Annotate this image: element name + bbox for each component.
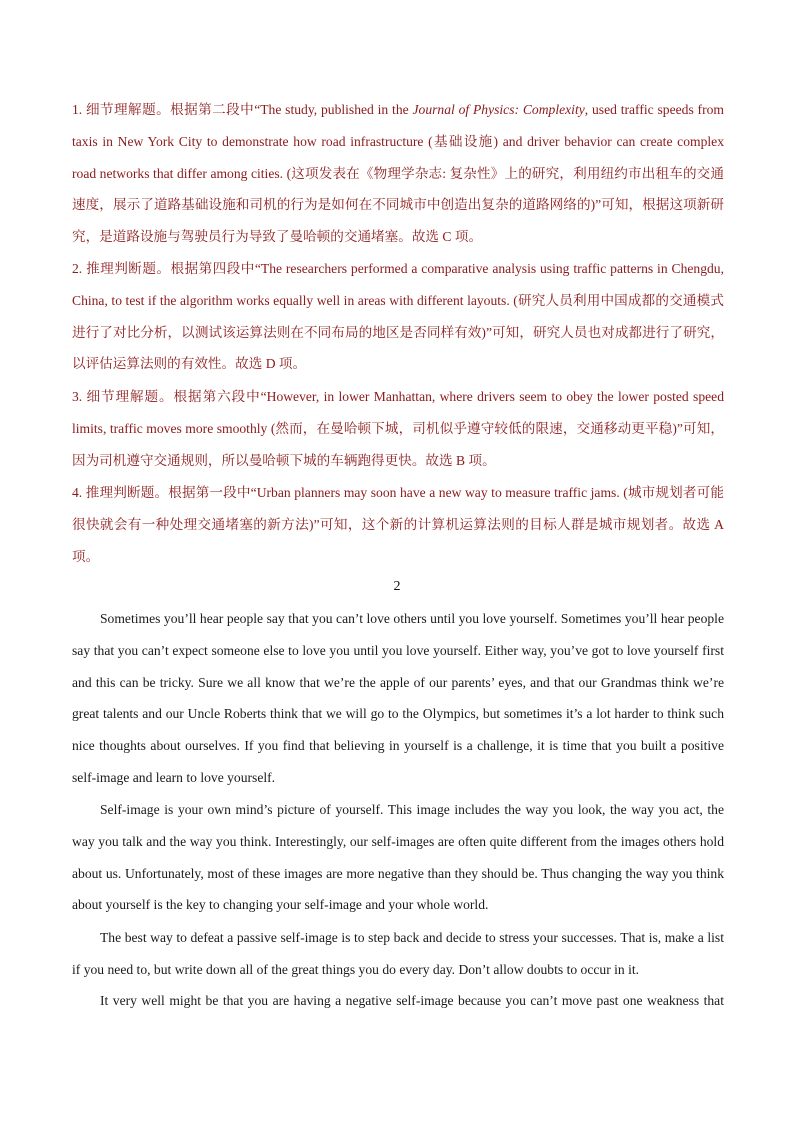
answer-1-text-start: 1. 细节理解题。根据第二段中“The study, published in the	[72, 102, 413, 117]
answer-explanation-2: 2. 推理判断题。根据第四段中“The researchers performed a comparative analysis using traffic patterns in Chengdu, China, to test if the algorithm works equally well in areas with different layouts. (研究人员利用中国成都的交通模式进行了对比分析，以测试该运算法则在不同布局的地区是否同样有效)”可知，研究人员也对成都进行了研究，以评估运算法则的有效性。故选 D 项。	[72, 261, 724, 372]
passage-paragraph-1: Sometimes you’ll hear people say that you can’t love others until you love yourself. Sometimes you’ll hear people say that you can’t expect someone else to love you until you love yourself. Either way, you’ve got to love yourself first and this can be tricky. Sure we all know that we’re the apple of our parents’ eyes, and that our Grandmas think we’re great talents and our Uncle Roberts think that we will go to the Olympics, but sometimes it’s a lot harder to think such nice thoughts about ourselves. If you find that believing in yourself is a challenge, it is time that you built a positive self-image and learn to love yourself.	[72, 611, 724, 785]
section-number: 2	[393, 579, 401, 594]
passage-paragraph-3: The best way to defeat a passive self-image is to step back and decide to stress your successes. That is, make a list if you need to, but write down all of the great things you do every day. Don’t allow doubts to occur in it.	[72, 930, 724, 977]
answer-explanation-3: 3. 细节理解题。根据第六段中“However, in lower Manhattan, where drivers seem to obey the lower posted speed limits, traffic moves more smoothly (然而，在曼哈顿下城，司机似乎遵守较低的限速，交通移动更平稳)”可知，因为司机遵守交通规则，所以曼哈顿下城的车辆跑得更快。故选 B 项。	[72, 389, 724, 468]
journal-title: Journal of Physics: Complexity	[412, 102, 585, 117]
answer-explanation-4: 4. 推理判断题。根据第一段中“Urban planners may soon have a new way to measure traffic jams. (城市规划者可能很快就会有一种处理交通堵塞的新方法)”可知，这个新的计算机运算法则的目标人群是城市规划者。故选 A 项。	[72, 485, 724, 564]
passage-paragraph-4: It very well might be that you are having a negative self-image because you can’t move past one weakness that	[100, 993, 724, 1008]
passage-paragraph-2: Self-image is your own mind’s picture of yourself. This image includes the way you look, the way you act, the way you talk and the way you think. Interestingly, our self-images are often quite different from the images others hold about us. Unfortunately, most of these images are more negative than they should be. Thus changing the way you think about yourself is the key to changing your self-image and your whole world.	[72, 802, 724, 913]
answer-explanation-1	[72, 94, 724, 253]
answer-1-text-end: , used traffic speeds from taxis in New York City to demonstrate how road infrastructure (基础设施) and driver behavior can create complex road networks that differ among cities. (这项发表在《物理学杂志: 复杂性》上的研究，利用纽约市出租车的交通速度，展示了道路基础设施和司机的行为是如何在不同城市中创造出复杂的道路网络的)”可知，根据这项新研究，是道路设施与驾驶员行为导致了曼哈顿的交通堵塞。故选 C 项。	[72, 102, 724, 245]
